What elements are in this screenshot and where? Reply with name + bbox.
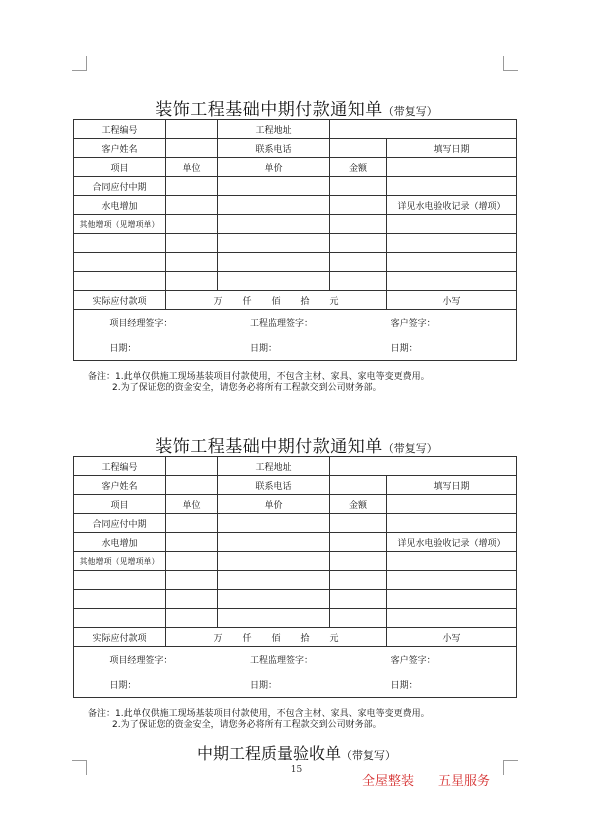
- cell-input[interactable]: [218, 552, 330, 571]
- unit-shi: 拾: [300, 296, 310, 307]
- table-row: [74, 590, 517, 609]
- cell-input[interactable]: [218, 215, 330, 234]
- cell-input[interactable]: [218, 234, 330, 253]
- unit-qian: 仟: [242, 633, 252, 644]
- cell-input[interactable]: [330, 590, 387, 609]
- cell-input[interactable]: [218, 514, 330, 533]
- label-contact-phone: 联系电话: [218, 476, 330, 495]
- cell-input[interactable]: [330, 272, 387, 291]
- table-row: [74, 476, 517, 495]
- form-notes: [88, 372, 430, 394]
- cell-input[interactable]: [218, 253, 330, 272]
- cell-input[interactable]: [166, 609, 218, 628]
- label-customer-name: 客户姓名: [74, 476, 166, 495]
- cell-input[interactable]: [387, 609, 517, 628]
- label-date-pm: 日期：: [109, 680, 137, 691]
- form-title: [0, 432, 593, 457]
- signature-row: [74, 647, 517, 672]
- label-other-additions: 其他增项（见增项单）: [74, 552, 166, 571]
- label-lowercase-amount: 小写: [387, 291, 517, 310]
- header-unit: 单位: [166, 495, 218, 514]
- brand-tag-whole-house: 全屋整装: [362, 774, 415, 789]
- label-other-additions: 其他增项（见增项单）: [74, 215, 166, 234]
- cell-input[interactable]: [330, 514, 387, 533]
- table-row: [74, 120, 517, 139]
- header-amount: 金额: [330, 495, 387, 514]
- cell-input[interactable]: [218, 609, 330, 628]
- header-unit-price: 单价: [218, 158, 330, 177]
- label-project-no: 工程编号: [74, 457, 166, 476]
- cell-input[interactable]: [387, 272, 517, 291]
- label-fill-date: 填写日期: [387, 476, 517, 495]
- label-water-electric: 水电增加: [74, 196, 166, 215]
- cell-input[interactable]: [166, 234, 218, 253]
- cell-input[interactable]: [387, 177, 517, 196]
- table-row: [74, 609, 517, 628]
- cell-input[interactable]: [166, 177, 218, 196]
- cell-contact-phone-value[interactable]: [330, 476, 387, 495]
- date-cell: [74, 671, 517, 698]
- header-blank: [387, 495, 517, 514]
- cell-customer-name-value[interactable]: [166, 476, 218, 495]
- cell-input[interactable]: [387, 590, 517, 609]
- water-electric-note: 详见水电验收记录（增项）: [387, 196, 517, 215]
- amount-in-words[interactable]: [166, 628, 387, 647]
- cell-input[interactable]: [330, 552, 387, 571]
- table-row: [74, 457, 517, 476]
- table-header-row: [74, 158, 517, 177]
- cell-input[interactable]: [330, 533, 387, 552]
- unit-bai: 佰: [271, 633, 281, 644]
- crop-mark-top-left: [72, 56, 87, 71]
- label-date-supervisor: 日期：: [249, 680, 277, 691]
- table-row: [74, 234, 517, 253]
- next-section-title-note: （带复写）: [341, 749, 396, 762]
- brand-tag-five-star: 五星服务: [438, 774, 491, 789]
- cell-project-no-value[interactable]: [166, 120, 218, 139]
- label-lowercase-amount: 小写: [387, 628, 517, 647]
- form-title-main: 装饰工程基础中期付款通知单: [155, 437, 383, 457]
- cell-input[interactable]: [74, 590, 166, 609]
- signature-row: [74, 310, 517, 335]
- cell-input[interactable]: [74, 272, 166, 291]
- table-row: [74, 571, 517, 590]
- next-section-title-main: 中期工程质量验收单: [196, 744, 341, 763]
- label-client-signature: 客户签字：: [390, 655, 436, 666]
- cell-input[interactable]: [166, 514, 218, 533]
- cell-input[interactable]: [330, 253, 387, 272]
- label-contract-midterm: 合同应付中期: [74, 177, 166, 196]
- cell-input[interactable]: [166, 571, 218, 590]
- label-actual-payment: 实际应付款项: [74, 628, 166, 647]
- label-date-supervisor: 日期：: [249, 343, 277, 354]
- label-date-client: 日期：: [390, 680, 418, 691]
- label-supervisor-signature: 工程监理签字：: [249, 318, 313, 329]
- page-number: 15: [290, 765, 303, 775]
- label-customer-name: 客户姓名: [74, 139, 166, 158]
- note-line-1: 备注：1.此单仅供施工现场基装项目付款使用，不包含主材、家具、家电等变更费用。: [88, 709, 430, 719]
- unit-bai: 佰: [271, 296, 281, 307]
- label-contact-phone: 联系电话: [218, 139, 330, 158]
- cell-input[interactable]: [387, 552, 517, 571]
- date-row: [74, 671, 517, 698]
- signature-cell: [74, 647, 517, 672]
- table-row: [74, 552, 517, 571]
- form-title: [0, 95, 593, 120]
- crop-mark-top-right: [503, 56, 518, 71]
- table-row: [74, 196, 517, 215]
- cell-input[interactable]: [166, 552, 218, 571]
- header-unit-price: 单价: [218, 495, 330, 514]
- cell-input[interactable]: [218, 196, 330, 215]
- cell-contact-phone-value[interactable]: [330, 139, 387, 158]
- cell-input[interactable]: [387, 234, 517, 253]
- label-project-address: 工程地址: [218, 120, 330, 139]
- table-row-actual-payment: [74, 628, 517, 647]
- next-section-title: [0, 741, 593, 764]
- cell-input[interactable]: [218, 272, 330, 291]
- date-row: [74, 334, 517, 361]
- cell-project-no-value[interactable]: [166, 457, 218, 476]
- cell-project-address-value[interactable]: [330, 457, 517, 476]
- cell-customer-name-value[interactable]: [166, 139, 218, 158]
- cell-input[interactable]: [166, 590, 218, 609]
- label-pm-signature: 项目经理签字：: [109, 655, 173, 666]
- signature-cell: [74, 310, 517, 335]
- cell-input[interactable]: [330, 196, 387, 215]
- cell-input[interactable]: [218, 571, 330, 590]
- cell-input[interactable]: [330, 571, 387, 590]
- date-cell: [74, 334, 517, 361]
- unit-yuan: 元: [329, 633, 339, 644]
- form-notes: [88, 709, 430, 731]
- cell-input[interactable]: [74, 609, 166, 628]
- table-row: [74, 177, 517, 196]
- unit-qian: 仟: [242, 296, 252, 307]
- table-row: [74, 272, 517, 291]
- cell-input[interactable]: [218, 177, 330, 196]
- unit-wan: 万: [213, 296, 223, 307]
- cell-project-address-value[interactable]: [330, 120, 517, 139]
- amount-in-words[interactable]: [166, 291, 387, 310]
- label-pm-signature: 项目经理签字：: [109, 318, 173, 329]
- cell-input[interactable]: [387, 571, 517, 590]
- cell-input[interactable]: [166, 253, 218, 272]
- label-client-signature: 客户签字：: [390, 318, 436, 329]
- label-date-pm: 日期：: [109, 343, 137, 354]
- cell-input[interactable]: [166, 533, 218, 552]
- table-header-row: [74, 495, 517, 514]
- cell-input[interactable]: [387, 215, 517, 234]
- table-row: [74, 533, 517, 552]
- table-row: [74, 514, 517, 533]
- label-date-client: 日期：: [390, 343, 418, 354]
- unit-yuan: 元: [329, 296, 339, 307]
- table-row: [74, 139, 517, 158]
- label-project-no: 工程编号: [74, 120, 166, 139]
- header-amount: 金额: [330, 158, 387, 177]
- form-title-note: （带复写）: [382, 105, 438, 118]
- header-unit: 单位: [166, 158, 218, 177]
- header-blank: [387, 158, 517, 177]
- table-row: [74, 215, 517, 234]
- water-electric-note: 详见水电验收记录（增项）: [387, 533, 517, 552]
- cell-input[interactable]: [74, 571, 166, 590]
- cell-input[interactable]: [387, 514, 517, 533]
- cell-input[interactable]: [166, 272, 218, 291]
- cell-input[interactable]: [330, 234, 387, 253]
- brand-tags: [362, 770, 514, 789]
- label-supervisor-signature: 工程监理签字：: [249, 655, 313, 666]
- form-title-note: （带复写）: [382, 442, 438, 455]
- cell-input[interactable]: [166, 215, 218, 234]
- cell-input[interactable]: [218, 533, 330, 552]
- note-line-2: 2.为了保证您的资金安全，请您务必将所有工程款交到公司财务部。: [112, 383, 382, 393]
- table-row: [74, 253, 517, 272]
- note-line-2: 2.为了保证您的资金安全，请您务必将所有工程款交到公司财务部。: [112, 720, 382, 730]
- cell-input[interactable]: [74, 234, 166, 253]
- table-row-actual-payment: [74, 291, 517, 310]
- payment-notice-table: [73, 456, 517, 698]
- label-fill-date: 填写日期: [387, 139, 517, 158]
- payment-notice-table: [73, 119, 517, 361]
- label-actual-payment: 实际应付款项: [74, 291, 166, 310]
- header-item: 项目: [74, 158, 166, 177]
- unit-shi: 拾: [300, 633, 310, 644]
- label-project-address: 工程地址: [218, 457, 330, 476]
- cell-input[interactable]: [218, 590, 330, 609]
- note-line-1: 备注：1.此单仅供施工现场基装项目付款使用，不包含主材、家具、家电等变更费用。: [88, 372, 430, 382]
- cell-input[interactable]: [387, 253, 517, 272]
- cell-input[interactable]: [330, 177, 387, 196]
- label-water-electric: 水电增加: [74, 533, 166, 552]
- label-contract-midterm: 合同应付中期: [74, 514, 166, 533]
- cell-input[interactable]: [74, 253, 166, 272]
- form-title-main: 装饰工程基础中期付款通知单: [155, 100, 383, 120]
- unit-wan: 万: [213, 633, 223, 644]
- cell-input[interactable]: [330, 215, 387, 234]
- header-item: 项目: [74, 495, 166, 514]
- cell-input[interactable]: [330, 609, 387, 628]
- cell-input[interactable]: [166, 196, 218, 215]
